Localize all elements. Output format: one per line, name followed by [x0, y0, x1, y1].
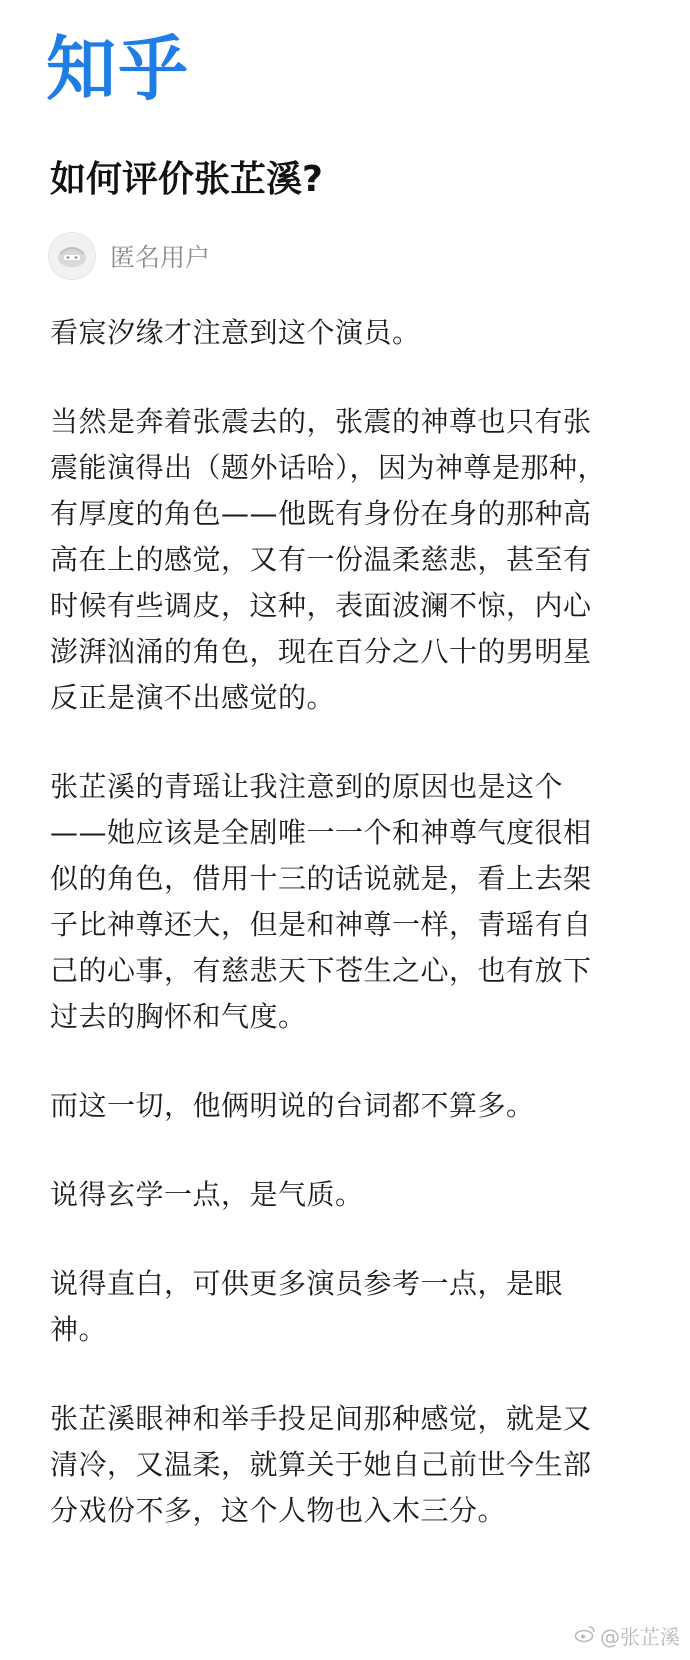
- answer-paragraph: 看宸汐缘才注意到这个演员。: [50, 316, 421, 349]
- answer-paragraph: 当然是奔着张震去的，张震的神尊也只有张震能演得出（题外话哈），因为神尊是那种，有厚度的角色——他既有身份在身的那种高高在上的感觉，又有一份温柔慈悲，甚至有时候有些调皮，这种，表面波澜不惊，内心澎湃汹涌的角色，现在百分之八十的男明星反正是演不出感觉的。: [50, 405, 607, 714]
- watermark-text: @张芷溪: [600, 1625, 680, 1649]
- question-title[interactable]: 如何评价张芷溪?: [50, 159, 323, 200]
- author-name[interactable]: 匿名用户: [110, 243, 211, 272]
- answer-paragraph: 张芷溪的青瑶让我注意到的原因也是这个——她应该是全剧唯一一个和神尊气度很相似的角色，借用十三的话说就是，看上去架子比神尊还大，但是和神尊一样，青瑶有自己的心事，有慈悲天下苍生之心，也有放下过去的胸怀和气度。: [50, 770, 592, 1033]
- answer-paragraph: 而这一切，他俩明说的台词都不算多。: [50, 1089, 535, 1122]
- weibo-watermark: [574, 1621, 680, 1650]
- anonymous-avatar-icon[interactable]: [48, 232, 96, 280]
- answer-paragraph: 张芷溪眼神和举手投足间那种感觉，就是又清冷，又温柔，就算关于她自己前世今生部分戏份不多，这个人物也入木三分。: [50, 1402, 592, 1527]
- zhihu-logo[interactable]: 知乎: [46, 28, 190, 110]
- answer-paragraph: 说得直白，可供更多演员参考一点，是眼神。: [50, 1267, 564, 1346]
- answer-content: [50, 310, 610, 1577]
- author-info[interactable]: [48, 228, 210, 284]
- answer-paragraph: 说得玄学一点，是气质。: [50, 1178, 364, 1211]
- weibo-icon: [574, 1624, 596, 1648]
